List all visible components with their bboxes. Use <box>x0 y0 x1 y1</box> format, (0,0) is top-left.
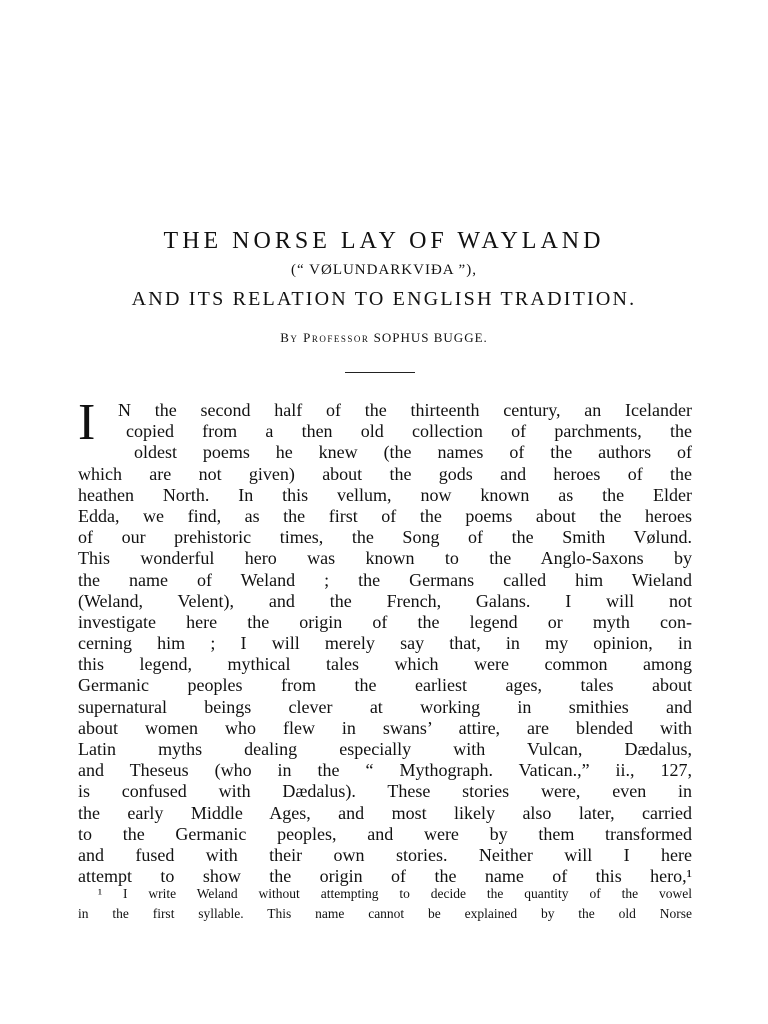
footnote <box>78 884 692 924</box>
body-line: the name of Weland ; the Germans called him Wieland <box>78 569 692 590</box>
body-line: copied from a then old collection of parchments, the <box>126 421 692 442</box>
byline-author: SOPHUS BUGGE. <box>373 330 488 345</box>
body-line: heathen North. In this vellum, now known as the Elder <box>78 484 692 505</box>
body-line: about women who flew in swans’ attire, are blended with <box>78 717 692 738</box>
body-line: to the Germanic peoples, and were by them transformed <box>78 823 692 844</box>
body-line: N the second half of the thirteenth century, an Icelander <box>118 400 692 420</box>
body-paragraph <box>78 394 692 887</box>
footnote-line: ¹ I write Weland without attempting to decide the quantity of the vowel <box>98 886 692 901</box>
author-byline <box>0 330 768 346</box>
body-line: Germanic peoples from the earliest ages, tales about <box>78 675 692 696</box>
footnote-line: in the first syllable. This name cannot be explained by the old Norse <box>78 906 692 921</box>
body-line: and fused with their own stories. Neither will I here <box>78 844 692 865</box>
body-line: supernatural beings clever at working in smithies and <box>78 696 692 717</box>
body-line: cerning him ; I will merely say that, in my opinion, in <box>78 633 692 654</box>
section-divider <box>345 372 415 373</box>
body-line: Edda, we find, as the first of the poems about the heroes <box>78 505 692 526</box>
body-line: investigate here the origin of the legend or myth con- <box>78 611 692 632</box>
body-line: which are not given) about the gods and heroes of the <box>78 463 692 484</box>
byline-prefix: By Professor <box>280 330 370 345</box>
body-line: of our prehistoric times, the Song of the Smith Vølund. <box>78 527 692 548</box>
body-line: this legend, mythical tales which were common among <box>78 654 692 675</box>
drop-cap: I <box>78 394 96 451</box>
body-line: attempt to show the origin of the name of this hero,¹ <box>78 866 692 887</box>
body-line: is confused with Dædalus). These stories were, even in <box>78 781 692 802</box>
body-line: This wonderful hero was known to the Anglo-Saxons by <box>78 548 692 569</box>
article-title-continued: AND ITS RELATION TO ENGLISH TRADITION. <box>131 288 637 310</box>
body-line: and Theseus (who in the “ Mythograph. Vatican.,” ii., 127, <box>78 760 692 781</box>
body-line: oldest poems he knew (the names of the authors of <box>134 442 692 463</box>
article-subtitle: (“ VØLUNDARKVIÐA ”), <box>291 262 477 278</box>
body-line: (Weland, Velent), and the French, Galans. I will not <box>78 590 692 611</box>
body-line: Latin myths dealing especially with Vulcan, Dædalus, <box>78 739 692 759</box>
article-title: THE NORSE LAY OF WAYLAND <box>163 228 605 254</box>
body-line: the early Middle Ages, and most likely also later, carried <box>78 802 692 823</box>
